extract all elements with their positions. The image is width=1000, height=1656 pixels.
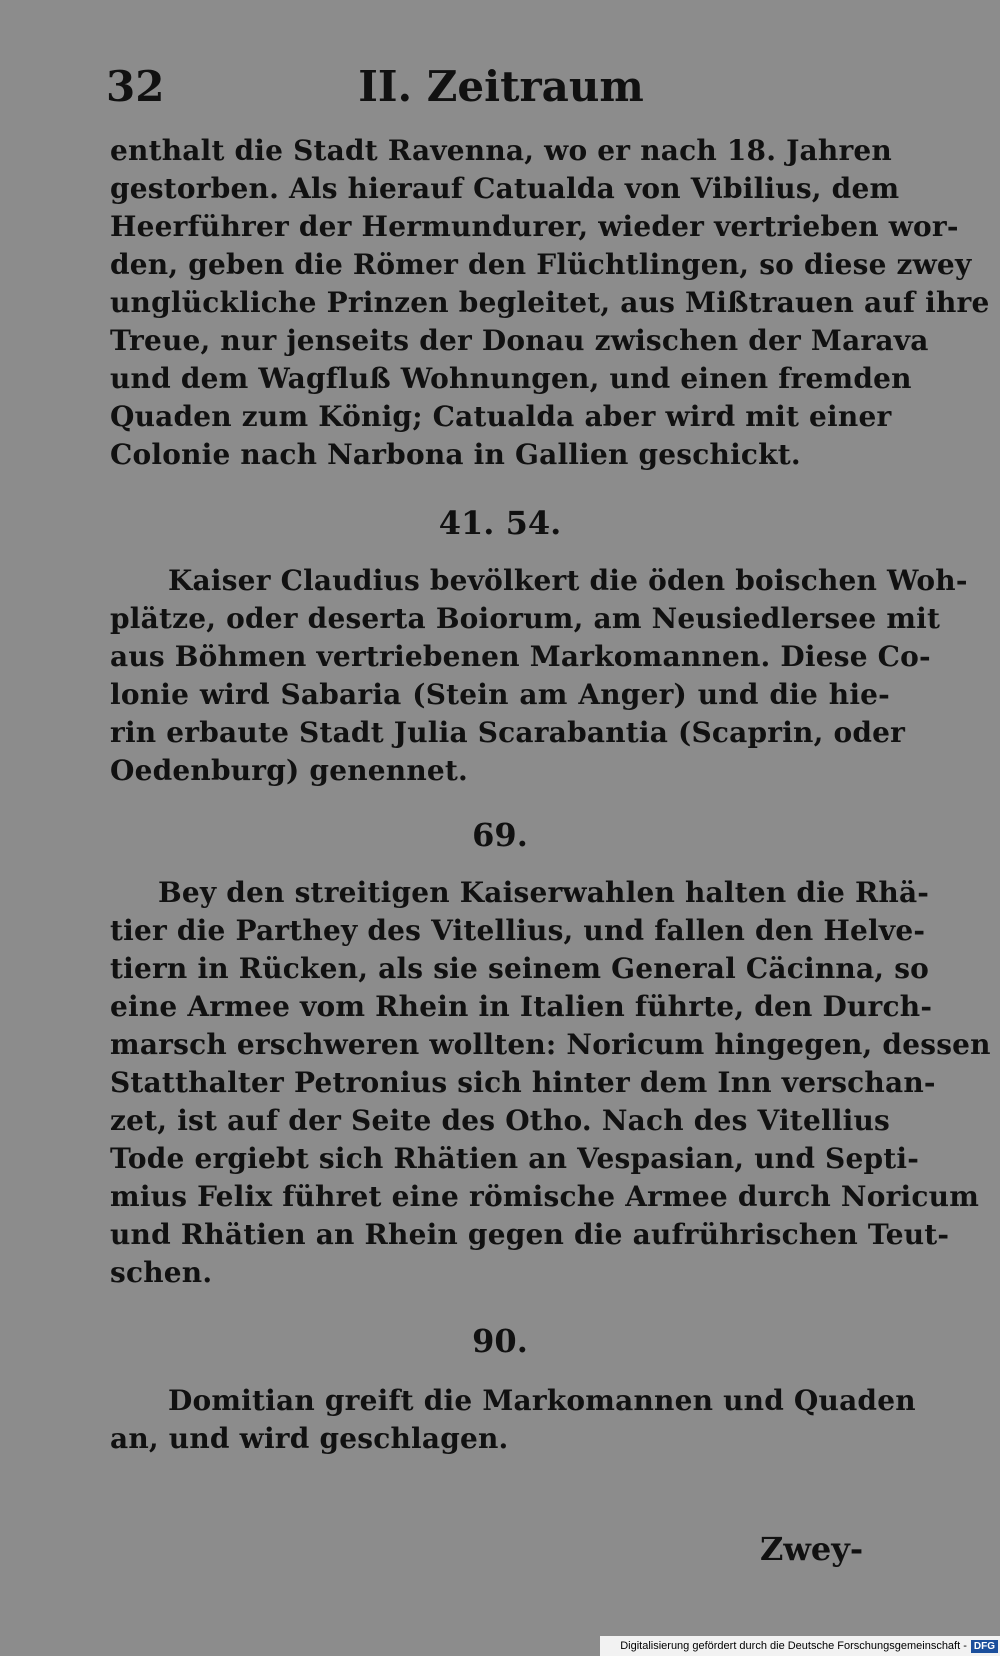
text-line: und dem Wagfluß Wohnungen, und einen fremden — [110, 362, 912, 395]
page-header — [106, 62, 896, 122]
text-line: mius Felix führet eine römische Armee durch Noricum — [110, 1180, 980, 1213]
text-line: Tode ergiebt sich Rhätien an Vespasian, und Septi- — [110, 1142, 920, 1175]
digitization-footer — [600, 1636, 1000, 1656]
footer-credit: Digitalisierung gefördert durch die Deutsche Forschungsgemeinschaft - — [620, 1640, 967, 1652]
text-line: Kaiser Claudius bevölkert die öden boischen Woh- — [168, 564, 968, 597]
year-heading: 69. — [472, 816, 528, 854]
text-line: an, und wird geschlagen. — [110, 1422, 509, 1455]
text-line: Bey den streitigen Kaiserwahlen halten die Rhä- — [158, 876, 930, 909]
year-heading: 41. 54. — [438, 504, 562, 542]
text-line: plätze, oder deserta Boiorum, am Neusiedlersee mit — [110, 602, 941, 635]
text-line: tier die Parthey des Vitellius, und fallen den Helve- — [110, 914, 926, 947]
text-line: enthalt die Stadt Ravenna, wo er nach 18. Jahren — [110, 134, 892, 167]
text-line: lonie wird Sabaria (Stein am Anger) und die hie- — [110, 678, 890, 711]
text-line: Domitian greift die Markomannen und Quaden — [168, 1384, 916, 1417]
dfg-logo-icon: DFG — [971, 1640, 998, 1653]
text-line: Quaden zum König; Catualda aber wird mit einer — [110, 400, 892, 433]
text-line: eine Armee vom Rhein in Italien führte, den Durch- — [110, 990, 933, 1023]
text-line: den, geben die Römer den Flüchtlingen, so diese zwey — [110, 248, 972, 281]
page-number: 32 — [106, 62, 165, 111]
catchword: Zwey- — [760, 1530, 864, 1568]
text-line: aus Böhmen vertriebenen Markomannen. Diese Co- — [110, 640, 931, 673]
text-line: marsch erschweren wollten: Noricum hingegen, dessen — [110, 1028, 991, 1061]
text-line: Heerführer der Hermundurer, wieder vertrieben wor- — [110, 210, 959, 243]
text-line: tiern in Rücken, als sie seinem General Cäcinna, so — [110, 952, 930, 985]
text-line: unglückliche Prinzen begleitet, aus Mißtrauen auf ihre — [110, 286, 990, 319]
text-line: Colonie nach Narbona in Gallien geschickt. — [110, 438, 801, 471]
text-line: rin erbaute Stadt Julia Scarabantia (Scaprin, oder — [110, 716, 906, 749]
running-head: II. Zeitraum — [358, 62, 644, 111]
text-line: schen. — [110, 1256, 213, 1289]
text-line: Treue, nur jenseits der Donau zwischen der Marava — [110, 324, 929, 357]
text-line: gestorben. Als hierauf Catualda von Vibilius, dem — [110, 172, 900, 205]
year-heading: 90. — [472, 1322, 528, 1360]
text-line: zet, ist auf der Seite des Otho. Nach des Vitellius — [110, 1104, 890, 1137]
text-line: Statthalter Petronius sich hinter dem Inn verschan- — [110, 1066, 936, 1099]
text-line: Oedenburg) genennet. — [110, 754, 468, 787]
text-line: und Rhätien an Rhein gegen die aufrührischen Teut- — [110, 1218, 950, 1251]
